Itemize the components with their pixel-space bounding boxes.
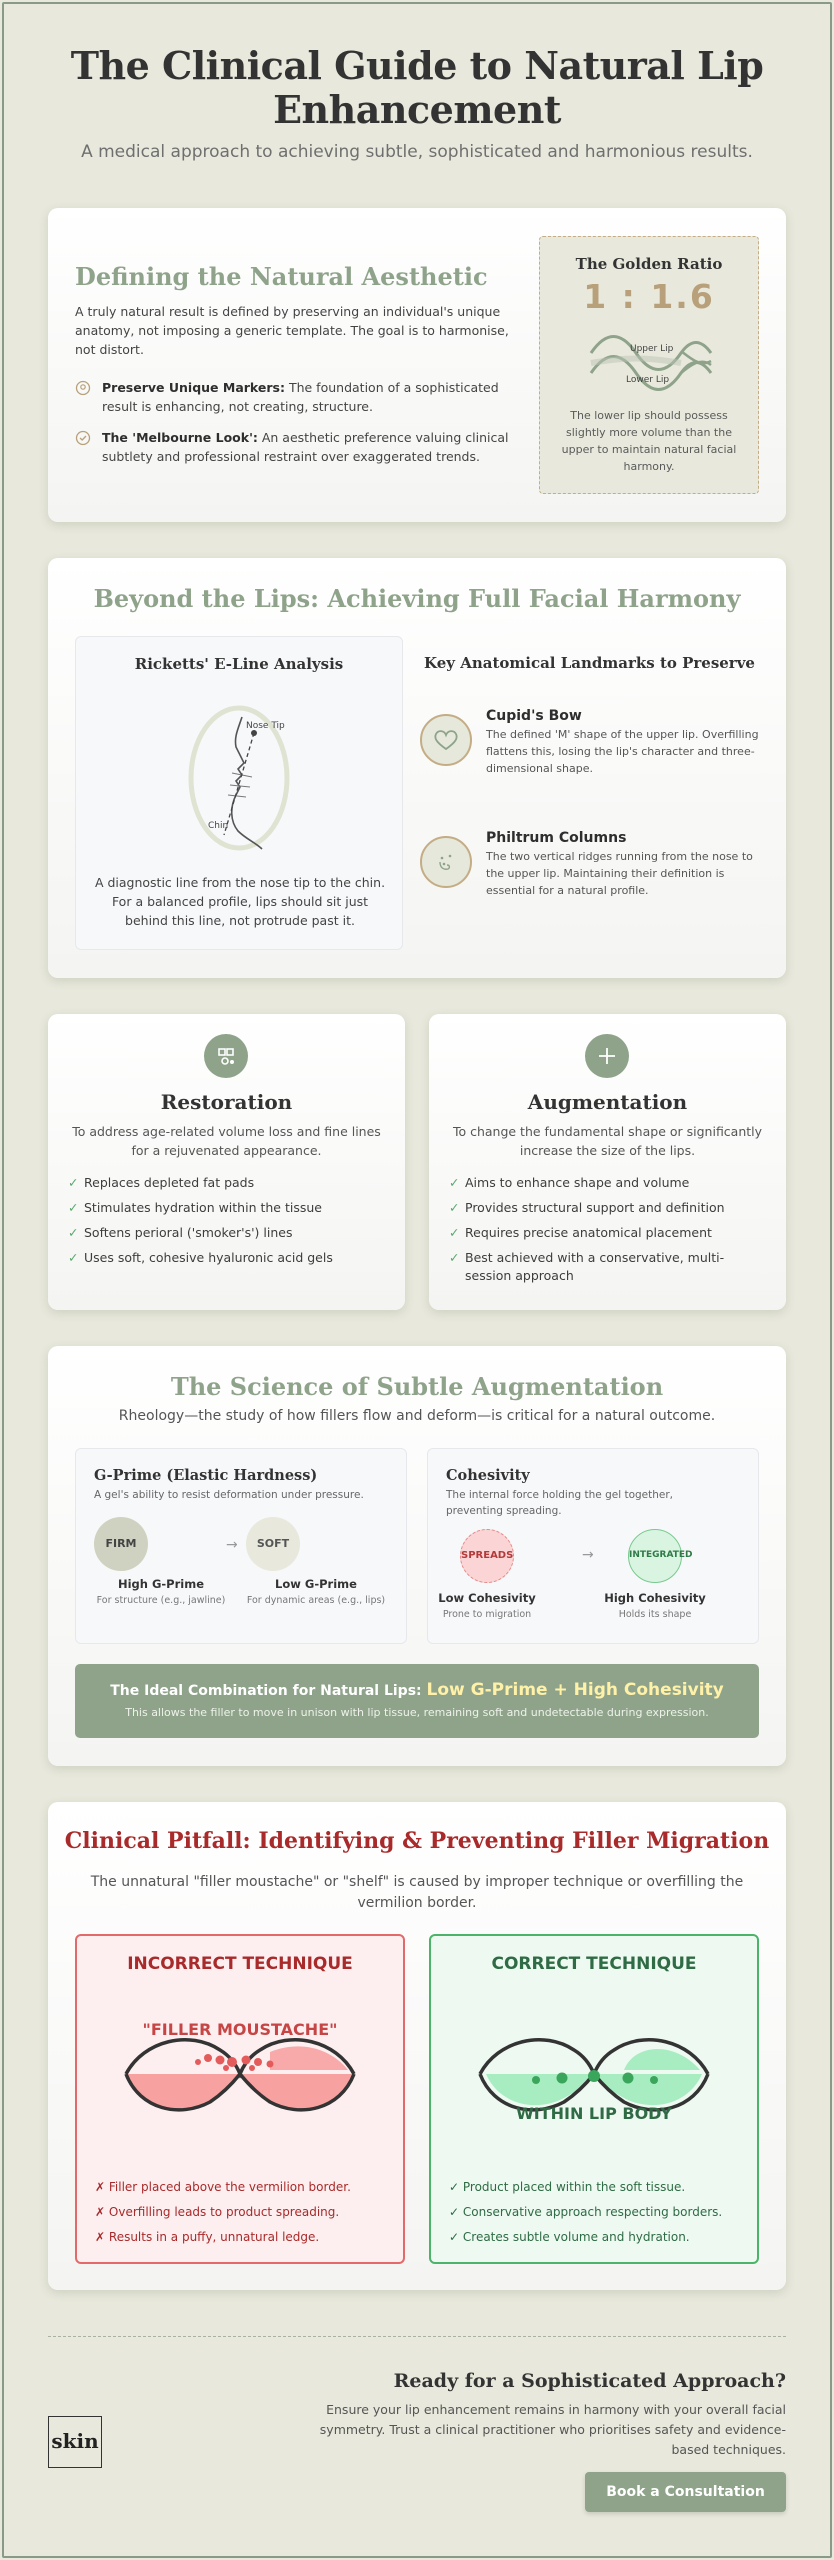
restoration-list	[68, 1174, 388, 1274]
golden-ratio-caption: The lower lip should possess slightly more volume than the upper to maintain natural facial harmony.	[561, 409, 737, 473]
point-1-text: The foundation of a sophisticated result is enhancing, not creating, structure.	[102, 380, 499, 414]
list-item: ✗ Results in a puffy, unnatural ledge.	[95, 2230, 320, 2244]
cohesivity-arrow: →	[582, 1547, 594, 1563]
incorrect-lip-diagram	[120, 2022, 360, 2122]
aesthetic-point-2	[75, 428, 523, 466]
point-1-bold: Preserve Unique Markers:	[102, 380, 285, 395]
list-item: ✓ Best achieved with a conservative, multi-session approach	[449, 1250, 725, 1283]
incorrect-title: INCORRECT TECHNIQUE	[127, 1954, 353, 1974]
low-cohesivity-sub: Prone to migration	[442, 1609, 532, 1620]
footer-logo: skin	[48, 2416, 102, 2468]
landmark-philtrum	[420, 830, 759, 899]
aesthetic-card	[48, 208, 786, 522]
philtrum-title: Philtrum Columns	[486, 830, 627, 846]
list-item: ✓ Stimulates hydration within the tissue	[68, 1200, 322, 1215]
philtrum-text: The two vertical ridges running from the nose to the upper lip. Maintaining their definition is essential for a natural profile.	[486, 850, 753, 897]
low-gprime-label: Low G-Prime	[275, 1577, 357, 1591]
dots-icon	[420, 836, 472, 888]
gprime-title: G-Prime (Elastic Hardness)	[94, 1467, 318, 1484]
science-title: The Science of Subtle Augmentation	[170, 1372, 664, 1401]
page-subtitle: A medical approach to achieving subtle, sophisticated and harmonious results.	[81, 142, 753, 162]
harmony-title: Beyond the Lips: Achieving Full Facial Harmony	[93, 584, 741, 613]
golden-ratio-value: 1 : 1.6	[583, 277, 715, 316]
restoration-desc: To address age-related volume loss and fine lines for a rejuvenated appearance.	[72, 1124, 381, 1158]
cohesivity-desc: The internal force holding the gel together, preventing spreading.	[446, 1489, 674, 1517]
science-card	[48, 1346, 786, 1766]
gprime-desc: A gel's ability to resist deformation under pressure.	[94, 1489, 364, 1501]
ideal-highlight: Low G-Prime + High Cohesivity	[426, 1680, 724, 1700]
augmentation-list	[449, 1174, 749, 1292]
eline-panel	[75, 636, 403, 950]
within-lip-body-label: WITHIN LIP BODY	[516, 2104, 672, 2123]
golden-ratio-box	[539, 236, 759, 494]
restoration-title: Restoration	[160, 1090, 293, 1114]
list-item: ✗ Filler placed above the vermilion border.	[95, 2180, 351, 2194]
correct-list	[449, 2178, 749, 2253]
ideal-combination-banner	[75, 1664, 759, 1738]
footer-divider	[48, 2336, 786, 2337]
molecule-icon	[204, 1034, 248, 1078]
title-line-2: Enhancement	[273, 87, 561, 132]
pitfall-subtitle: The unnatural "filler moustache" or "shelf" is caused by improper technique or overfilling the vermilion border.	[90, 1874, 744, 1911]
cupids-bow-title: Cupid's Bow	[486, 708, 582, 724]
list-item: ✓ Creates subtle volume and hydration.	[449, 2230, 690, 2244]
lower-lip-label: Lower Lip	[626, 375, 670, 385]
check-circle-icon	[75, 430, 91, 446]
list-item: ✓ Aims to enhance shape and volume	[449, 1175, 690, 1190]
landmark-cupids-bow	[420, 708, 759, 777]
pitfall-card	[48, 1802, 786, 2290]
augmentation-title: Augmentation	[527, 1090, 688, 1114]
ideal-sub: This allows the filler to move in unison with lip tissue, remaining soft and undetectable during expression.	[125, 1706, 709, 1719]
landmarks-title: Key Anatomical Landmarks to Preserve	[424, 654, 755, 672]
point-2-bold: The 'Melbourne Look':	[102, 430, 258, 445]
science-subtitle: Rheology—the study of how fillers flow and deform—is critical for a natural outcome.	[118, 1408, 716, 1424]
cohesivity-title: Cohesivity	[446, 1467, 530, 1484]
spreads-circle: SPREADS	[460, 1529, 514, 1583]
list-item: ✓ Softens perioral ('smoker's') lines	[68, 1225, 293, 1240]
integrated-circle: INTEGRATED	[628, 1529, 682, 1583]
title-line-1: The Clinical Guide to Natural Lip	[70, 43, 764, 88]
correct-technique-panel	[429, 1934, 759, 2264]
cohesivity-panel	[427, 1448, 759, 1644]
low-gprime-sub: For dynamic areas (e.g., lips)	[246, 1595, 386, 1606]
eline-caption: A diagnostic line from the nose tip to the chin. For a balanced profile, lips should sit just behind this line, not protrude past it.	[94, 875, 386, 928]
list-item: ✓ Replaces depleted fat pads	[68, 1175, 255, 1190]
book-consultation-button[interactable]: Book a Consultation	[585, 2472, 786, 2512]
harmony-card	[48, 558, 786, 978]
heart-icon	[420, 714, 472, 766]
firm-circle: FIRM	[94, 1517, 148, 1571]
eline-title: Ricketts' E-Line Analysis	[134, 655, 344, 673]
high-cohesivity-label: High Cohesivity	[604, 1591, 706, 1605]
restoration-card	[48, 1014, 405, 1310]
plus-icon	[585, 1034, 629, 1078]
augmentation-desc: To change the fundamental shape or significantly increase the size of the lips.	[452, 1124, 763, 1158]
list-item: ✗ Overfilling leads to product spreading.	[95, 2205, 340, 2219]
chin-label: Chin	[208, 821, 229, 831]
high-gprime-label: High G-Prime	[117, 1577, 205, 1591]
gprime-panel	[75, 1448, 407, 1644]
incorrect-technique-panel	[75, 1934, 405, 2264]
golden-ratio-title: The Golden Ratio	[575, 255, 723, 273]
high-cohesivity-sub: Holds its shape	[618, 1609, 692, 1620]
footer-text: Ensure your lip enhancement remains in harmony with your overall facial symmetry. Trust a clinical practitioner who prioritises safety and evidence-based techniques.	[319, 2402, 786, 2457]
gprime-arrow: →	[226, 1537, 238, 1553]
list-item: ✓ Product placed within the soft tissue.	[449, 2180, 686, 2194]
augmentation-card	[429, 1014, 786, 1310]
pitfall-title: Clinical Pitfall: Identifying & Preventing Filler Migration	[64, 1828, 770, 1854]
footer-title: Ready for a Sophisticated Approach?	[393, 2370, 786, 2392]
low-cohesivity-label: Low Cohesivity	[438, 1591, 536, 1605]
cupids-bow-text: The defined 'M' shape of the upper lip. Overfilling flattens this, losing the lip's character and three-dimensional shape.	[486, 728, 759, 775]
aesthetic-intro: A truly natural result is defined by preserving an individual's unique anatomy, not imposing a generic template. The goal is to harmonise, not distort.	[75, 304, 509, 357]
incorrect-list	[95, 2178, 395, 2253]
list-item: ✓ Requires precise anatomical placement	[449, 1225, 712, 1240]
correct-title: CORRECT TECHNIQUE	[491, 1954, 697, 1974]
upper-lip-label: Upper Lip	[630, 344, 674, 354]
high-gprime-sub: For structure (e.g., jawline)	[96, 1595, 226, 1606]
location-pin-icon	[75, 380, 91, 396]
aesthetic-title: Defining the Natural Aesthetic	[75, 262, 488, 291]
soft-circle: SOFT	[246, 1517, 300, 1571]
list-item: ✓ Conservative approach respecting borders.	[449, 2205, 723, 2219]
list-item: ✓ Uses soft, cohesive hyaluronic acid gels	[68, 1250, 333, 1265]
point-2-text: An aesthetic preference valuing clinical subtlety and professional restraint over exaggerated trends.	[102, 430, 509, 464]
ideal-lead: The Ideal Combination for Natural Lips:	[110, 1683, 422, 1699]
filler-moustache-label: "FILLER MOUSTACHE"	[142, 2020, 338, 2039]
page-title	[40, 44, 794, 132]
nose-tip-label: Nose Tip	[246, 721, 285, 731]
list-item: ✓ Provides structural support and definition	[449, 1200, 725, 1215]
aesthetic-point-1	[75, 378, 523, 416]
